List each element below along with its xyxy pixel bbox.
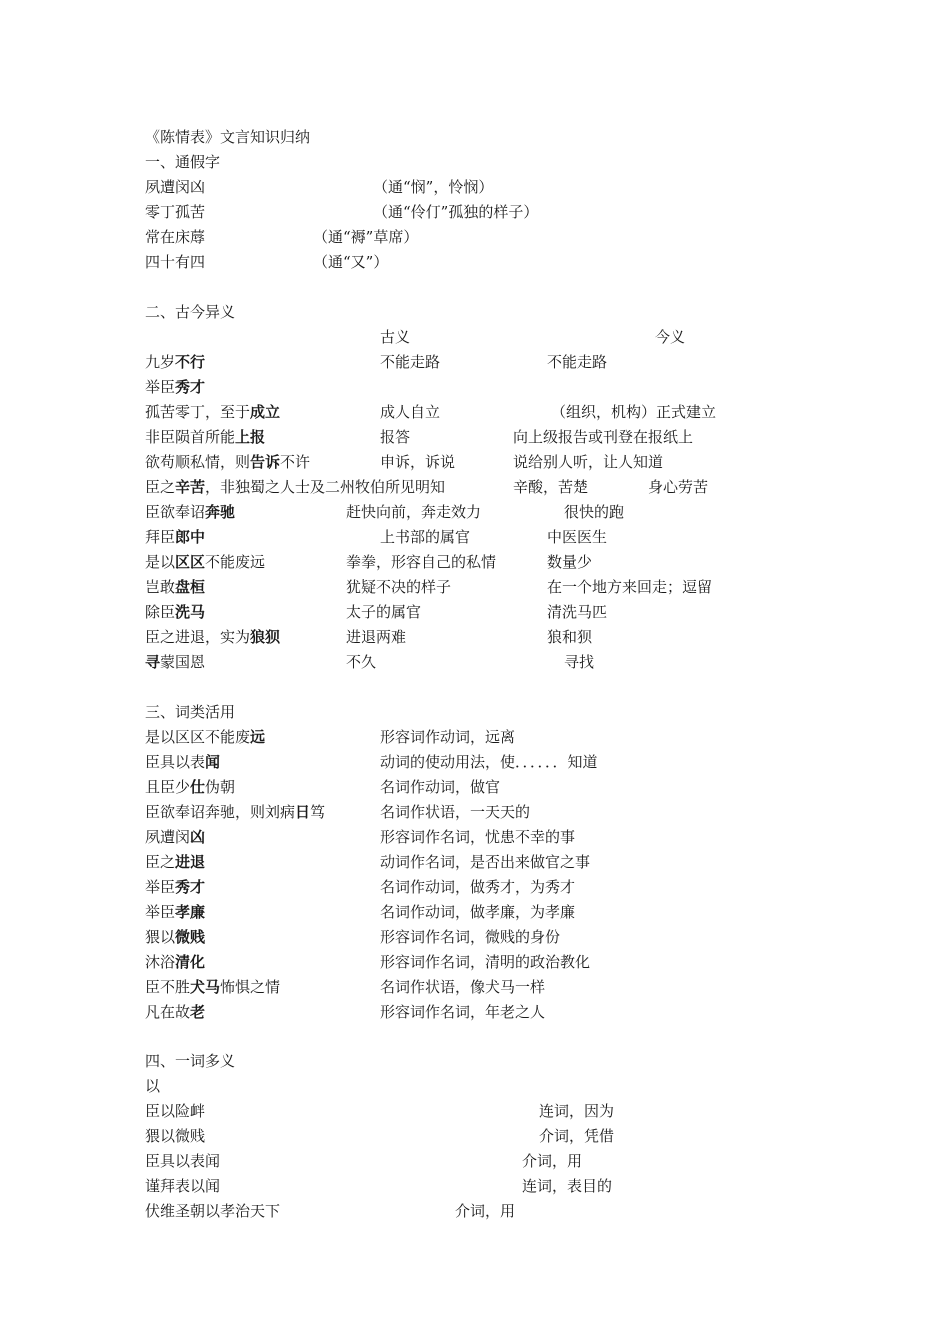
polysemy-sentence: 谨拜表以闻 <box>145 1177 221 1195</box>
gujin-sentence: 举臣秀才 <box>145 378 206 396</box>
key-word: 仕 <box>190 778 206 796</box>
cilei-sentence: 凡在故老 <box>145 1003 206 1021</box>
cilei-sentence: 猥以微贱 <box>145 928 206 946</box>
old-meaning: 拳拳，形容自己的私情 <box>346 553 497 571</box>
polysemy-meaning: 连词，表目的 <box>522 1177 613 1195</box>
gujin-sentence: 九岁不行 <box>145 353 206 371</box>
cilei-sentence: 是以区区不能废远 <box>145 728 266 746</box>
gujin-sentence: 臣欲奉诏奔驰 <box>145 503 236 521</box>
section-heading-yiciduoyi: 四、一词多义 <box>145 1052 236 1070</box>
new-meaning: 不能走路 <box>547 353 608 371</box>
gujin-sentence: 臣之进退，实为狼狈 <box>145 628 281 646</box>
key-word: 区区 <box>175 553 206 571</box>
gujin-sentence: 欲苟顺私情，则告诉不许 <box>145 453 311 471</box>
section-heading-cilei: 三、词类活用 <box>145 703 236 721</box>
cilei-sentence: 臣之进退 <box>145 853 206 871</box>
tongjia-word: 零丁孤苦 <box>145 203 206 221</box>
old-meaning: 不能走路 <box>380 353 441 371</box>
polysemy-meaning: 连词，因为 <box>539 1102 615 1120</box>
key-word: 凶 <box>190 828 206 846</box>
old-meaning: 赶快向前，奔走效力 <box>346 503 482 521</box>
polysemy-meaning: 介词，凭借 <box>539 1127 615 1145</box>
old-meaning: 不久 <box>346 653 377 671</box>
old-meaning: 犹疑不决的样子 <box>346 578 452 596</box>
key-word: 犬马 <box>190 978 221 996</box>
old-meaning: 申诉，诉说 <box>380 453 456 471</box>
cilei-description: 名词作动词，做官 <box>380 778 501 796</box>
new-meaning: 数量少 <box>547 553 593 571</box>
gujin-sentence: 拜臣郎中 <box>145 528 206 546</box>
cilei-sentence: 夙遭闵凶 <box>145 828 206 846</box>
gujin-sentence: 孤苦零丁，至于成立 <box>145 403 281 421</box>
cilei-description: 形容词作名词，年老之人 <box>380 1003 546 1021</box>
cilei-description: 形容词作名词，微贱的身份 <box>380 928 561 946</box>
key-word: 郎中 <box>175 528 206 546</box>
polysemy-sentence: 臣具以表闻 <box>145 1152 221 1170</box>
cilei-description: 名词作动词，做秀才，为秀才 <box>380 878 576 896</box>
new-meaning: 在一个地方来回走；逗留 <box>547 578 713 596</box>
old-meaning: 进退两难 <box>346 628 407 646</box>
key-word: 秀才 <box>175 878 206 896</box>
gujin-sentence: 除臣洗马 <box>145 603 206 621</box>
polysemy-sentence: 伏维圣朝以孝治天下 <box>145 1202 281 1220</box>
key-word: 秀才 <box>175 378 206 396</box>
column-header-new-meaning: 今义 <box>655 328 686 346</box>
new-meaning: 很快的跑 <box>564 503 625 521</box>
key-word: 孝廉 <box>175 903 206 921</box>
tongjia-note: （通“伶仃”孤独的样子） <box>373 203 539 221</box>
cilei-description: 动词的使动用法，使．．．．．．知道 <box>380 753 598 771</box>
cilei-description: 形容词作名词，忧患不幸的事 <box>380 828 576 846</box>
key-word: 进退 <box>175 853 206 871</box>
gujin-sentence: 是以区区不能废远 <box>145 553 266 571</box>
new-meaning: 中医医生 <box>547 528 608 546</box>
old-meaning: 报答 <box>380 428 411 446</box>
cilei-sentence: 臣不胜犬马怖惧之情 <box>145 978 281 996</box>
key-word: 辛苦 <box>175 478 206 496</box>
key-word: 闻 <box>205 753 221 771</box>
tongjia-note: （通“褥”草席） <box>313 228 419 246</box>
section-heading-tongjiazi: 一、通假字 <box>145 153 221 171</box>
key-word: 老 <box>190 1003 206 1021</box>
cilei-description: 名词作状语，像犬马一样 <box>380 978 546 996</box>
cilei-sentence: 举臣孝廉 <box>145 903 206 921</box>
key-word: 日 <box>295 803 311 821</box>
key-word: 寻 <box>145 653 161 671</box>
gujin-sentence: 岂敢盘桓 <box>145 578 206 596</box>
polysemy-word: 以 <box>145 1077 161 1095</box>
key-word: 上报 <box>235 428 266 446</box>
polysemy-sentence: 臣以险衅 <box>145 1102 206 1120</box>
cilei-description: 名词作动词，做孝廉，为孝廉 <box>380 903 576 921</box>
cilei-sentence: 臣欲奉诏奔驰，则刘病日笃 <box>145 803 326 821</box>
old-meaning: 上书部的属官 <box>380 528 471 546</box>
cilei-description: 名词作状语，一天天的 <box>380 803 531 821</box>
key-word: 洗马 <box>175 603 206 621</box>
cilei-sentence: 臣具以表闻 <box>145 753 221 771</box>
section-heading-gujin: 二、古今异义 <box>145 303 236 321</box>
key-word: 远 <box>250 728 266 746</box>
cilei-description: 形容词作动词，远离 <box>380 728 516 746</box>
tongjia-word: 夙遭闵凶 <box>145 178 206 196</box>
old-meaning: 太子的属官 <box>346 603 422 621</box>
new-meaning: 身心劳苦 <box>648 478 709 496</box>
tongjia-word: 常在床蓐 <box>145 228 206 246</box>
new-meaning: 寻找 <box>564 653 595 671</box>
column-header-old-meaning: 古义 <box>380 328 411 346</box>
tongjia-word: 四十有四 <box>145 253 206 271</box>
key-word: 成立 <box>250 403 281 421</box>
cilei-description: 动词作名词，是否出来做官之事 <box>380 853 591 871</box>
key-word: 奔驰 <box>205 503 236 521</box>
key-word: 盘桓 <box>175 578 206 596</box>
new-meaning: （组织，机构）正式建立 <box>551 403 717 421</box>
gujin-sentence: 寻蒙国恩 <box>145 653 206 671</box>
polysemy-sentence: 猥以微贱 <box>145 1127 206 1145</box>
key-word: 微贱 <box>175 928 206 946</box>
tongjia-note: （通“又”） <box>313 253 389 271</box>
cilei-sentence: 举臣秀才 <box>145 878 206 896</box>
cilei-sentence: 且臣少仕伪朝 <box>145 778 236 796</box>
key-word: 告诉 <box>250 453 281 471</box>
polysemy-meaning: 介词，用 <box>455 1202 516 1220</box>
new-meaning: 向上级报告或刊登在报纸上 <box>513 428 694 446</box>
gujin-sentence: 非臣陨首所能上报 <box>145 428 266 446</box>
new-meaning: 说给别人听，让人知道 <box>513 453 664 471</box>
key-word: 狼狈 <box>250 628 281 646</box>
gujin-sentence: 臣之辛苦，非独蜀之人士及二州牧伯所见明知 <box>145 478 446 496</box>
cilei-description: 形容词作名词，清明的政治教化 <box>380 953 591 971</box>
polysemy-meaning: 介词，用 <box>522 1152 583 1170</box>
page-title: 《陈情表》文言知识归纳 <box>145 128 311 146</box>
cilei-sentence: 沐浴清化 <box>145 953 206 971</box>
new-meaning: 狼和狈 <box>547 628 593 646</box>
key-word: 清化 <box>175 953 206 971</box>
old-meaning: 成人自立 <box>380 403 441 421</box>
old-meaning: 辛酸，苦楚 <box>513 478 589 496</box>
tongjia-note: （通“悯”，怜悯） <box>373 178 494 196</box>
key-word: 不行 <box>175 353 206 371</box>
new-meaning: 清洗马匹 <box>547 603 608 621</box>
